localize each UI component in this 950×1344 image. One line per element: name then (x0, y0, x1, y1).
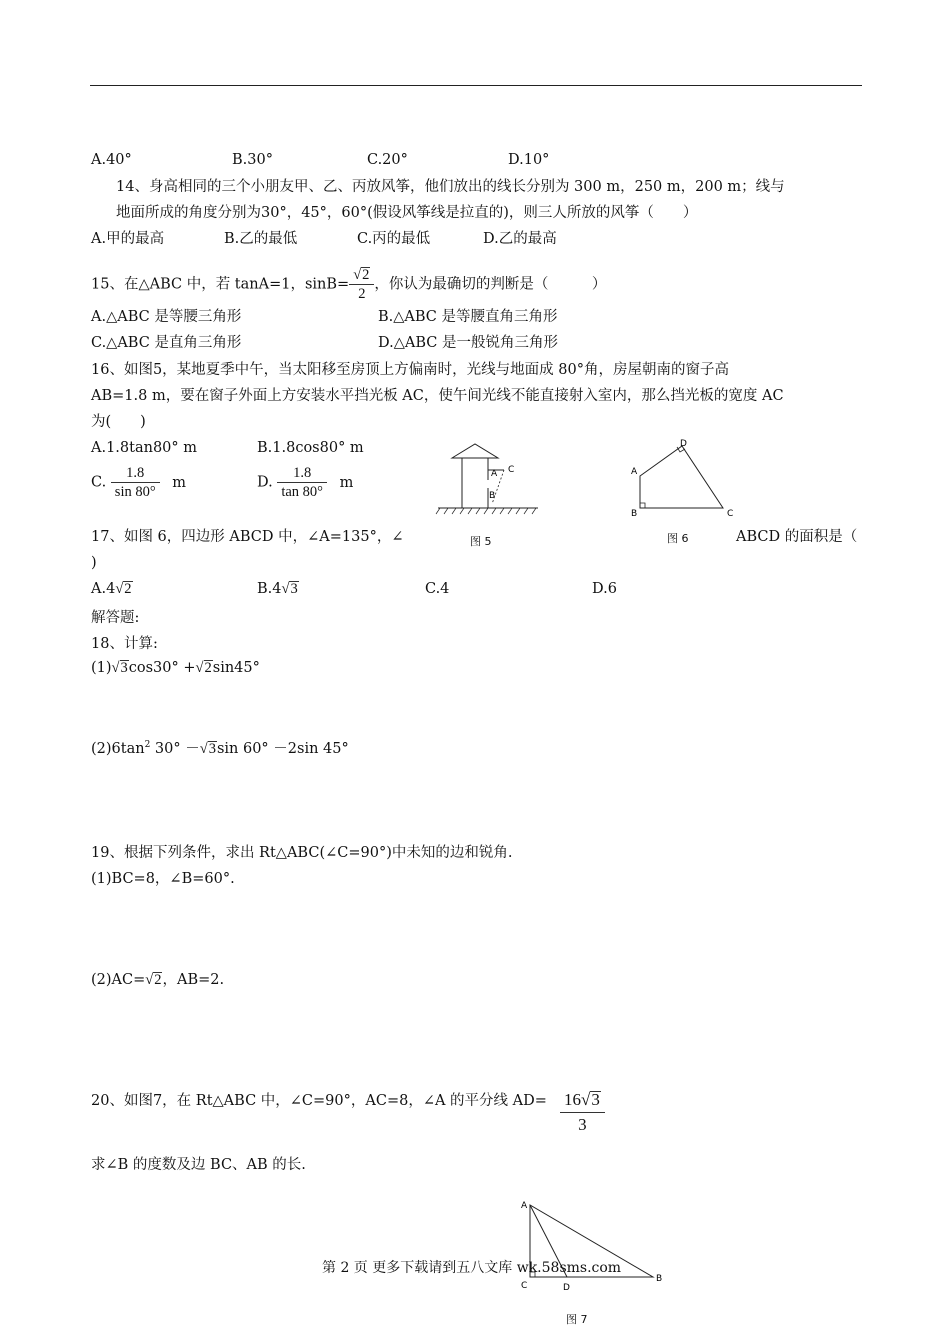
q13-option-a: A.40° (91, 152, 132, 168)
q17-line-2: ) (91, 555, 97, 571)
answer-heading: 解答题: (91, 610, 140, 626)
q17-option-b-rad: 3 (290, 581, 298, 597)
q18-p1-rad1: 3 (120, 660, 128, 676)
figure-5-label-b: B (489, 491, 496, 501)
q16-option-d-prefix: D. (257, 474, 273, 491)
q18-p2-rad: 3 (208, 740, 216, 757)
q15-question (91, 266, 606, 303)
figure-6-label-b: B (631, 509, 638, 518)
q15-suffix: ，你认为最确切的判断是（ ） (374, 276, 607, 293)
q13-option-c: C.20° (367, 152, 408, 168)
q18-part-1: (1)√3cos30° +√2sin45° (91, 660, 260, 676)
q16-option-c-num: 1.8 (111, 464, 160, 483)
q19-p2-b: ，AB=2. (162, 972, 225, 988)
q17-option-a-prefix: A.4 (91, 581, 116, 597)
q17-option-c: C.4 (425, 581, 450, 597)
figure-6-label-a: A (631, 467, 638, 477)
q18-title: 18、计算: (91, 636, 158, 652)
q20-line-2: 求∠B 的度数及边 BC、AB 的长. (91, 1157, 306, 1173)
q14-option-c: C.丙的最低 (357, 231, 431, 247)
q19-p2-rad: 2 (154, 972, 162, 988)
figure-5-label-c: C (508, 465, 515, 475)
q17-line-left: 17、如图 6，四边形 ABCD 中，∠A=135°，∠ (91, 529, 404, 545)
figure-6-label-c: C (727, 509, 734, 518)
q14-line-1: 14、身高相同的三个小朋友甲、乙、丙放风筝，他们放出的线长分别为 300 m，250 m，200 m；线与 (116, 179, 785, 195)
q16-line-3: 为( ) (91, 414, 146, 430)
q19-title: 19、根据下列条件，求出 Rt△ABC(∠C=90°)中未知的边和锐角. (91, 845, 513, 861)
q20-line-1: 20、如图7，在 Rt△ABC 中，∠C=90°，AC=8，∠A 的平分线 AD= (91, 1093, 547, 1109)
q17-option-a-rad: 2 (124, 581, 132, 597)
q17-option-a: A.4√2 (91, 581, 132, 597)
q15-option-a: A.△ABC 是等腰三角形 (91, 309, 242, 325)
q15-fraction: $\frac{√2}{2}$ (349, 266, 374, 303)
q20-frac-den: 3 (578, 1115, 587, 1134)
q16-option-c (91, 464, 186, 501)
q16-option-c-unit: m (172, 474, 187, 491)
q15-frac-den: 2 (358, 286, 366, 302)
q15-option-b: B.△ABC 是等腰直角三角形 (378, 309, 558, 325)
q16-option-d-fraction (277, 464, 327, 501)
q14-option-a: A.甲的最高 (91, 231, 165, 247)
q18-part-2: $(2)6\tan^2$ 30° －√3sin 60° －2sin 45° (91, 740, 349, 757)
q15-prefix: 15、在△ABC 中，若 tanA=1，sinB= (91, 276, 350, 293)
q18-p2-b: 30° － (150, 740, 200, 757)
figure-7-label-a: A (521, 1201, 528, 1211)
q19-part-1: (1)BC=8，∠B=60°. (91, 871, 235, 887)
q16-option-d-unit: m (339, 474, 354, 491)
q18-p2-sup: 2 (144, 740, 151, 750)
figure-7-diagram (515, 1195, 670, 1300)
q16-option-c-den: sin 80° (114, 484, 156, 500)
q15-option-d: D.△ABC 是一般锐角三角形 (378, 335, 558, 351)
q17-option-d: D.6 (592, 581, 617, 597)
q16-option-d-num: 1.8 (277, 464, 327, 483)
q18-p1-c: sin45° (212, 660, 260, 676)
figure-6-label-d: D (680, 439, 687, 449)
q16-option-d (257, 464, 353, 501)
figure-7-label-c: C (521, 1281, 528, 1291)
q20-fraction: $\frac{16√3}{3}$ (560, 1088, 605, 1137)
q15-option-c: C.△ABC 是直角三角形 (91, 335, 242, 351)
q16-option-d-den: tan 80° (281, 484, 323, 500)
page-footer: 第 2 页 更多下载请到五八文库 wk.58sms.com (322, 1260, 622, 1276)
q18-p1-a: (1) (91, 660, 112, 676)
q17-option-b: B.4√3 (257, 581, 298, 597)
q20-frac-num-rad: 3 (591, 1090, 600, 1109)
q16-option-c-fraction (111, 464, 160, 501)
figure-5-diagram (430, 440, 550, 520)
q16-option-a: A.1.8tan80° m (91, 440, 198, 456)
q14-line-2: 地面所成的角度分别为30°，45°，60°(假设风筝线是拉直的)，则三人所放的风筝（ ） (116, 205, 698, 221)
q17-line-right: ABCD 的面积是（ (736, 529, 858, 545)
q18-p1-rad2: 2 (204, 660, 212, 676)
figure-6-diagram (625, 438, 745, 518)
figure-5-caption: 图 5 (470, 535, 492, 548)
q13-option-d: D.10° (508, 152, 550, 168)
q14-option-b: B.乙的最低 (224, 231, 298, 247)
q16-option-b: B.1.8cos80° m (257, 440, 364, 456)
q17-option-b-prefix: B.4 (257, 581, 282, 597)
q18-p2-c: sin 60° －2sin 45° (216, 740, 349, 757)
q18-p1-b: cos30° + (128, 660, 196, 676)
figure-7-caption: 图 7 (566, 1313, 588, 1326)
figure-6-caption: 图 6 (667, 532, 689, 545)
header-rule (90, 85, 862, 86)
q15-frac-num: 2 (362, 267, 370, 283)
q16-option-c-prefix: C. (91, 474, 107, 491)
q19-p2-a: (2)AC= (91, 972, 146, 988)
q13-option-b: B.30° (232, 152, 273, 168)
q19-part-2: (2)AC=√2，AB=2. (91, 972, 225, 988)
q16-line-1: 16、如图5，某地夏季中午，当太阳移至房顶上方偏南时，光线与地面成 80°角，房屋朝南的窗子高 (91, 362, 729, 378)
figure-7-label-b: B (656, 1274, 663, 1284)
q14-option-d: D.乙的最高 (483, 231, 557, 247)
figure-7-label-d: D (563, 1283, 570, 1293)
q16-line-2: AB=1.8 m，要在窗子外面上方安装水平挡光板 AC，使午间光线不能直接射入室内，那么挡光板的宽度 AC (91, 388, 784, 404)
q20-frac-num-a: 16 (564, 1090, 581, 1109)
q18-p2-a: (2)6tan (91, 740, 145, 757)
figure-5-label-a: A (491, 469, 498, 479)
